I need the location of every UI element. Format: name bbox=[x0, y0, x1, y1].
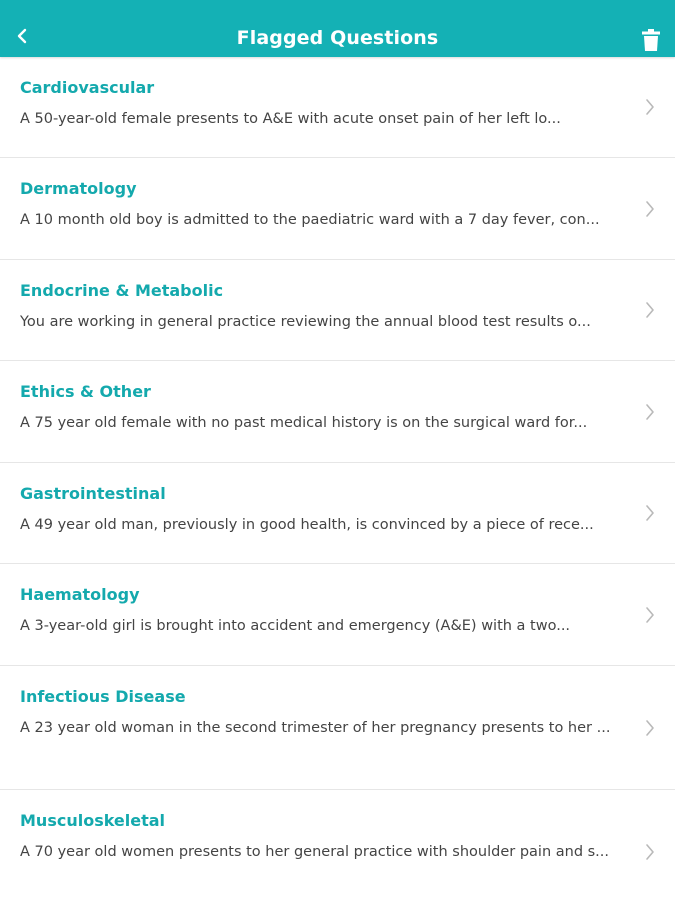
question-preview: A 50-year-old female presents to A&E with acute onset pain of her left lo... bbox=[20, 111, 561, 127]
page-title: Flagged Questions bbox=[236, 27, 439, 49]
chevron-right-icon bbox=[645, 504, 655, 522]
chevron-right-icon bbox=[645, 843, 655, 861]
question-category: Haematology bbox=[20, 585, 140, 604]
list-item[interactable] bbox=[0, 564, 675, 666]
chevron-right-icon bbox=[645, 606, 655, 624]
question-preview: A 70 year old women presents to her general practice with shoulder pain and s... bbox=[20, 844, 610, 860]
list-item[interactable] bbox=[0, 158, 675, 260]
question-category: Gastrointestinal bbox=[20, 484, 166, 503]
question-preview: A 23 year old woman in the second trimester of her pregnancy presents to her ... bbox=[20, 720, 611, 736]
question-category: Endocrine & Metabolic bbox=[20, 281, 224, 300]
delete-button[interactable] bbox=[639, 28, 663, 52]
question-preview: A 10 month old boy is admitted to the paediatric ward with a 7 day fever, con... bbox=[20, 212, 600, 228]
chevron-right-icon bbox=[645, 301, 655, 319]
list-item[interactable] bbox=[0, 260, 675, 361]
list-item[interactable] bbox=[0, 57, 675, 158]
question-preview: A 3-year-old girl is brought into accident and emergency (A&E) with a two... bbox=[20, 618, 571, 634]
chevron-right-icon bbox=[645, 200, 655, 218]
question-category: Cardiovascular bbox=[20, 78, 155, 97]
list-item[interactable] bbox=[0, 666, 675, 790]
chevron-right-icon bbox=[645, 719, 655, 737]
list-item[interactable] bbox=[0, 790, 675, 900]
trash-icon bbox=[642, 29, 660, 51]
list-item[interactable] bbox=[0, 361, 675, 463]
question-category: Infectious Disease bbox=[20, 687, 186, 706]
flagged-question-list bbox=[0, 57, 675, 900]
question-preview: A 49 year old man, previously in good health, is convinced by a piece of rece... bbox=[20, 517, 594, 533]
chevron-right-icon bbox=[645, 403, 655, 421]
chevron-right-icon bbox=[645, 98, 655, 116]
question-category: Ethics & Other bbox=[20, 382, 151, 401]
question-category: Dermatology bbox=[20, 179, 137, 198]
app-bar bbox=[0, 0, 675, 57]
question-category: Musculoskeletal bbox=[20, 811, 166, 830]
list-item[interactable] bbox=[0, 463, 675, 564]
question-preview: You are working in general practice reviewing the annual blood test results o... bbox=[20, 314, 591, 330]
question-preview: A 75 year old female with no past medical history is on the surgical ward for... bbox=[20, 415, 588, 431]
